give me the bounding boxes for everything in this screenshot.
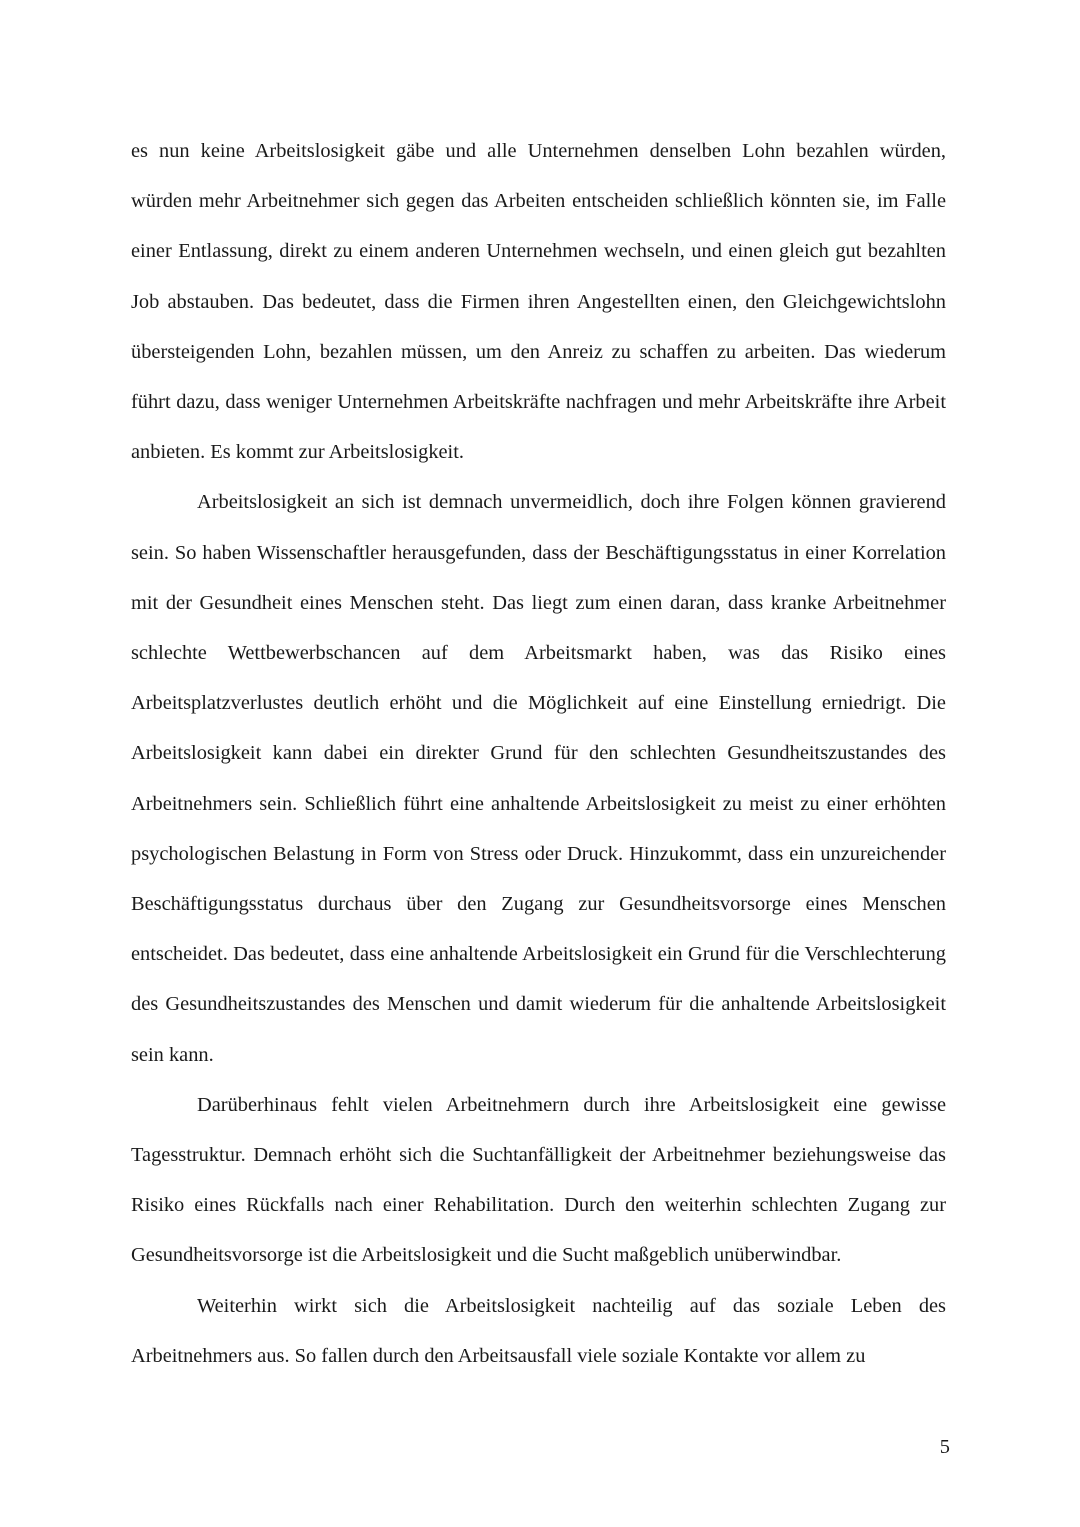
paragraph-health-consequences: Arbeitslosigkeit an sich ist demnach unvermeidlich, doch ihre Folgen können gravierend sein. So haben Wissenschaftler herausgefunden, dass der Beschäftigungsstatus in einer Korrelation mit der Gesundheit eines Menschen steht. Das liegt zum einen daran, dass kranke Arbeitnehmer schlechte Wettbewerbschancen auf dem Arbeitsmarkt haben, was das Risiko eines Arbeitsplatzverlustes deutlich erhöht und die Möglichkeit auf eine Einstellung erniedrigt. Die Arbeitslosigkeit kann dabei ein direkter Grund für den schlechten Gesundheitszustandes des Arbeitnehmers sein. Schließlich führt eine anhaltende Arbeitslosigkeit zu meist zu einer erhöhten psychologischen Belastung in Form von Stress oder Druck. Hinzukommt, dass ein unzureichender Beschäftigungsstatus durchaus über den Zugang zur Gesundheitsvorsorge eines Menschen entscheidet. Das bedeutet, dass eine anhaltende Arbeitslosigkeit ein Grund für die Verschlechterung des Gesundheitszustandes des Menschen und damit wiederum für die anhaltende Arbeitslosigkeit sein kann. [131, 491, 946, 1066]
paragraph-continuation: es nun keine Arbeitslosigkeit gäbe und alle Unternehmen denselben Lohn bezahlen würden, würden mehr Arbeitnehmer sich gegen das Arbeiten entscheiden schließlich könnten sie, im Falle einer Entlassung, direkt zu einem anderen Unternehmen wechseln, und einen gleich gut bezahlten Job abstauben. Das bedeutet, dass die Firmen ihren Angestellten einen, den Gleichgewichtslohn übersteigenden Lohn, bezahlen müssen, um den Anreiz zu schaffen zu arbeiten. Das wiederum führt dazu, dass weniger Unternehmen Arbeitskräfte nachfragen und mehr Arbeitskräfte ihre Arbeit anbieten. Es kommt zur Arbeitslosigkeit. [131, 140, 946, 464]
paragraph-social-life: Weiterhin wirkt sich die Arbeitslosigkeit nachteilig auf das soziale Leben des Arbeitnehmers aus. So fallen durch den Arbeitsausfall viele soziale Kontakte vor allem zu [131, 1294, 946, 1367]
paragraph-daily-structure: Darüberhinaus fehlt vielen Arbeitnehmern durch ihre Arbeitslosigkeit eine gewisse Tagesstruktur. Demnach erhöht sich die Suchtanfälligkeit der Arbeitnehmer beziehungsweise das Risiko eines Rückfalls nach einer Rehabilitation. Durch den weiterhin schlechten Zugang zur Gesundheitsvorsorge ist die Arbeitslosigkeit und die Sucht maßgeblich unüberwindbar. [131, 1093, 946, 1267]
page-number: 5 [939, 1436, 950, 1458]
body-text [131, 126, 946, 1381]
